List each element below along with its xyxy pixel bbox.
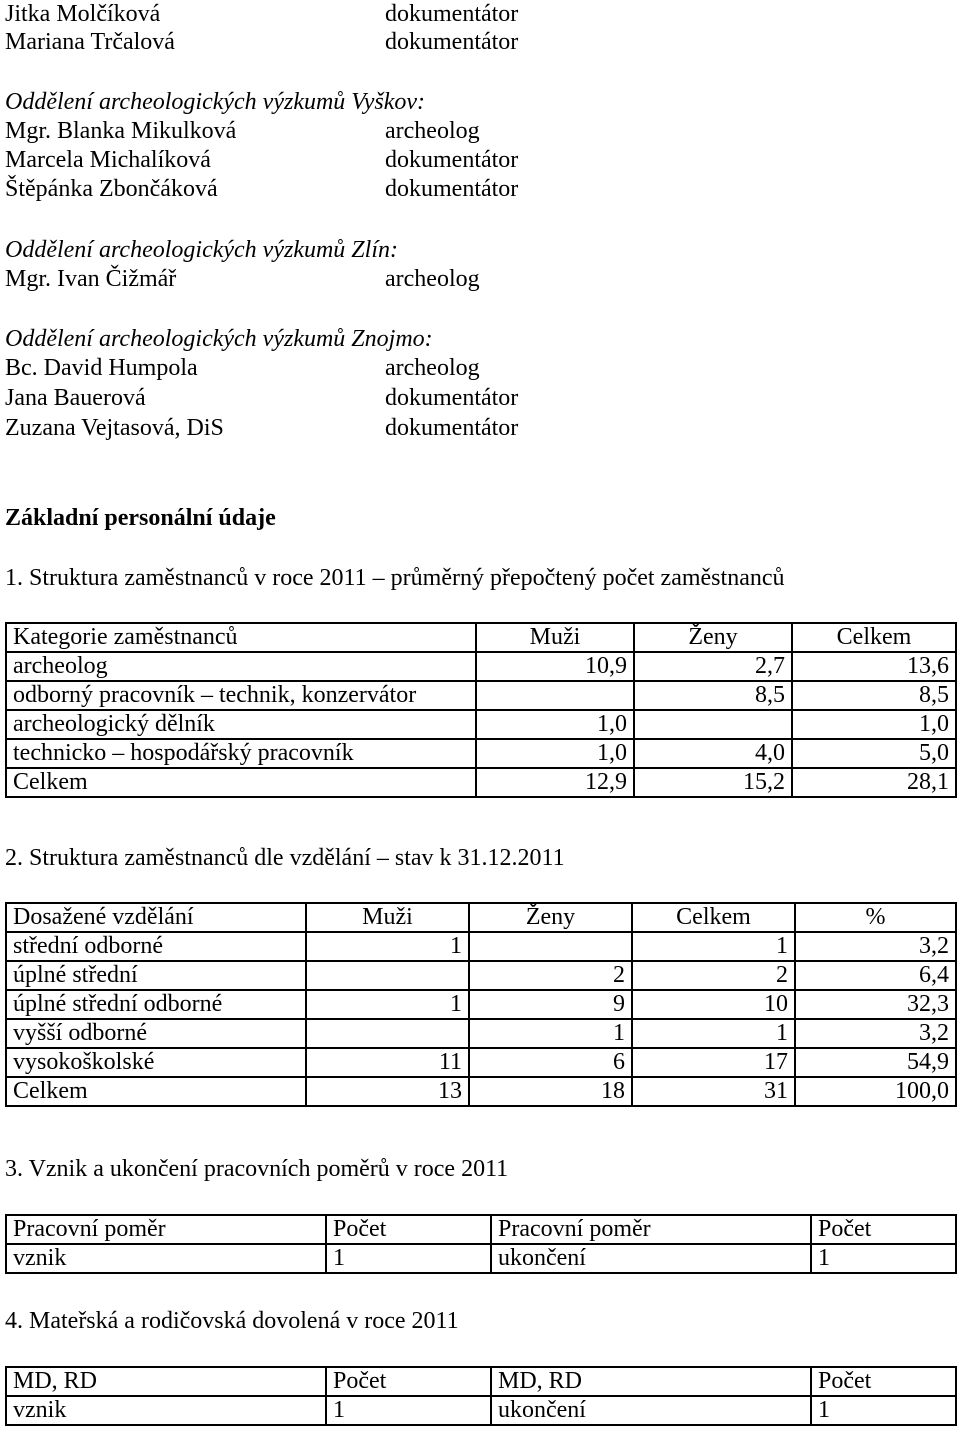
table-cell: ukončení: [491, 1396, 811, 1425]
table-row: [6, 932, 956, 961]
header-cell: Celkem: [792, 623, 956, 652]
table-cell: 2: [632, 961, 795, 990]
table-cell: 1: [811, 1244, 956, 1273]
employment-table: [5, 1214, 957, 1274]
table-cell: 1,0: [792, 710, 956, 739]
table-cell: 32,3: [795, 990, 956, 1019]
table-cell: 1,0: [476, 739, 634, 768]
table-row: [6, 652, 956, 681]
table-cell: 1: [326, 1396, 491, 1425]
table-cell: 6,4: [795, 961, 956, 990]
header-cell: Celkem: [632, 903, 795, 932]
header-cell: Počet: [811, 1215, 956, 1244]
maternity-leave-table: [5, 1366, 957, 1426]
table-cell: vznik: [6, 1244, 326, 1273]
staff-name: Zuzana Vejtasová, DiS: [5, 415, 224, 441]
dept-heading-vyskov: Oddělení archeologických výzkumů Vyškov:: [5, 89, 426, 115]
table-cell: 28,1: [792, 768, 956, 797]
header-cell: Ženy: [469, 903, 632, 932]
table-cell: [306, 961, 469, 990]
table-cell: 10: [632, 990, 795, 1019]
table-cell: 18: [469, 1077, 632, 1106]
header-cell: Pracovní poměr: [6, 1215, 326, 1244]
table-cell: 8,5: [634, 681, 792, 710]
table-cell: 1: [811, 1396, 956, 1425]
staff-role: dokumentátor: [385, 29, 519, 55]
table-cell: 3,2: [795, 1019, 956, 1048]
table-row: [6, 990, 956, 1019]
staff-role: archeolog: [385, 266, 480, 292]
table-cell: 1: [632, 1019, 795, 1048]
header-cell: Pracovní poměr: [491, 1215, 811, 1244]
dept-heading-znojmo: Oddělení archeologických výzkumů Znojmo:: [5, 326, 433, 352]
table-cell: 17: [632, 1048, 795, 1077]
staff-role: dokumentátor: [385, 176, 519, 202]
table-cell: [634, 710, 792, 739]
section-heading: Základní personální údaje: [5, 505, 276, 531]
staff-name: Bc. David Humpola: [5, 355, 198, 381]
table-cell: 100,0: [795, 1077, 956, 1106]
table-cell: 1: [326, 1244, 491, 1273]
table-cell: 9: [469, 990, 632, 1019]
table-cell: 5,0: [792, 739, 956, 768]
table-cell: vznik: [6, 1396, 326, 1425]
table-cell: střední odborné: [6, 932, 306, 961]
staff-role: dokumentátor: [385, 415, 519, 441]
staff-role: dokumentátor: [385, 147, 519, 173]
header-cell: MD, RD: [6, 1367, 326, 1396]
table-cell: vysokoškolské: [6, 1048, 306, 1077]
table-cell: 6: [469, 1048, 632, 1077]
table-cell: 8,5: [792, 681, 956, 710]
table-cell: 11: [306, 1048, 469, 1077]
staff-name: Jana Bauerová: [5, 385, 146, 411]
table-cell: Celkem: [6, 768, 476, 797]
header-cell: Dosažené vzdělání: [6, 903, 306, 932]
table-cell: 4,0: [634, 739, 792, 768]
table-cell: 2: [469, 961, 632, 990]
table-header-row: [6, 1367, 956, 1396]
table-header-row: [6, 903, 956, 932]
table-cell: 1: [306, 990, 469, 1019]
table-cell: archeologický dělník: [6, 710, 476, 739]
table-cell: vyšší odborné: [6, 1019, 306, 1048]
staff-name: Mariana Trčalová: [5, 29, 175, 55]
table-cell: 10,9: [476, 652, 634, 681]
staff-role: dokumentátor: [385, 385, 519, 411]
table-row: [6, 1048, 956, 1077]
table-cell: technicko – hospodářský pracovník: [6, 739, 476, 768]
table4-caption: 4. Mateřská a rodičovská dovolená v roce 2011: [5, 1308, 459, 1334]
table-cell: 3,2: [795, 932, 956, 961]
header-cell: Počet: [326, 1215, 491, 1244]
employee-structure-table: [5, 622, 957, 798]
table-row: [6, 1077, 956, 1106]
header-cell: Kategorie zaměstnanců: [6, 623, 476, 652]
table-cell: 54,9: [795, 1048, 956, 1077]
table-cell: 31: [632, 1077, 795, 1106]
table-row: [6, 1244, 956, 1273]
table-header-row: [6, 623, 956, 652]
table-row: [6, 768, 956, 797]
header-cell: Muži: [476, 623, 634, 652]
header-cell: Počet: [811, 1367, 956, 1396]
table-cell: odborný pracovník – technik, konzervátor: [6, 681, 476, 710]
header-cell: %: [795, 903, 956, 932]
table-row: [6, 1396, 956, 1425]
header-cell: MD, RD: [491, 1367, 811, 1396]
table-cell: [476, 681, 634, 710]
header-cell: Počet: [326, 1367, 491, 1396]
table-header-row: [6, 1215, 956, 1244]
staff-name: Mgr. Blanka Mikulková: [5, 118, 237, 144]
header-cell: Ženy: [634, 623, 792, 652]
staff-role: archeolog: [385, 355, 480, 381]
staff-name: Marcela Michalíková: [5, 147, 211, 173]
staff-name: Jitka Molčíková: [5, 1, 161, 27]
table-cell: 1: [632, 932, 795, 961]
table-cell: úplné střední: [6, 961, 306, 990]
table-cell: 2,7: [634, 652, 792, 681]
table2-caption: 2. Struktura zaměstnanců dle vzdělání – stav k 31.12.2011: [5, 845, 565, 871]
table-cell: 13: [306, 1077, 469, 1106]
table-row: [6, 681, 956, 710]
table-cell: úplné střední odborné: [6, 990, 306, 1019]
table-cell: Celkem: [6, 1077, 306, 1106]
table-cell: 13,6: [792, 652, 956, 681]
education-structure-table: [5, 902, 957, 1107]
table-row: [6, 961, 956, 990]
header-cell: Muži: [306, 903, 469, 932]
table1-caption: 1. Struktura zaměstnanců v roce 2011 – průměrný přepočtený počet zaměstnanců: [5, 565, 785, 591]
table-cell: 1: [306, 932, 469, 961]
staff-name: Mgr. Ivan Čižmář: [5, 266, 177, 292]
table-cell: 1,0: [476, 710, 634, 739]
staff-name: Štěpánka Zbončáková: [5, 176, 218, 202]
table3-caption: 3. Vznik a ukončení pracovních poměrů v roce 2011: [5, 1156, 509, 1182]
table-row: [6, 739, 956, 768]
table-row: [6, 1019, 956, 1048]
table-cell: ukončení: [491, 1244, 811, 1273]
table-cell: 12,9: [476, 768, 634, 797]
table-cell: 1: [469, 1019, 632, 1048]
table-cell: [306, 1019, 469, 1048]
dept-heading-zlin: Oddělení archeologických výzkumů Zlín:: [5, 237, 398, 263]
table-row: [6, 710, 956, 739]
staff-role: dokumentátor: [385, 1, 519, 27]
table-cell: 15,2: [634, 768, 792, 797]
table-cell: archeolog: [6, 652, 476, 681]
table-cell: [469, 932, 632, 961]
staff-role: archeolog: [385, 118, 480, 144]
